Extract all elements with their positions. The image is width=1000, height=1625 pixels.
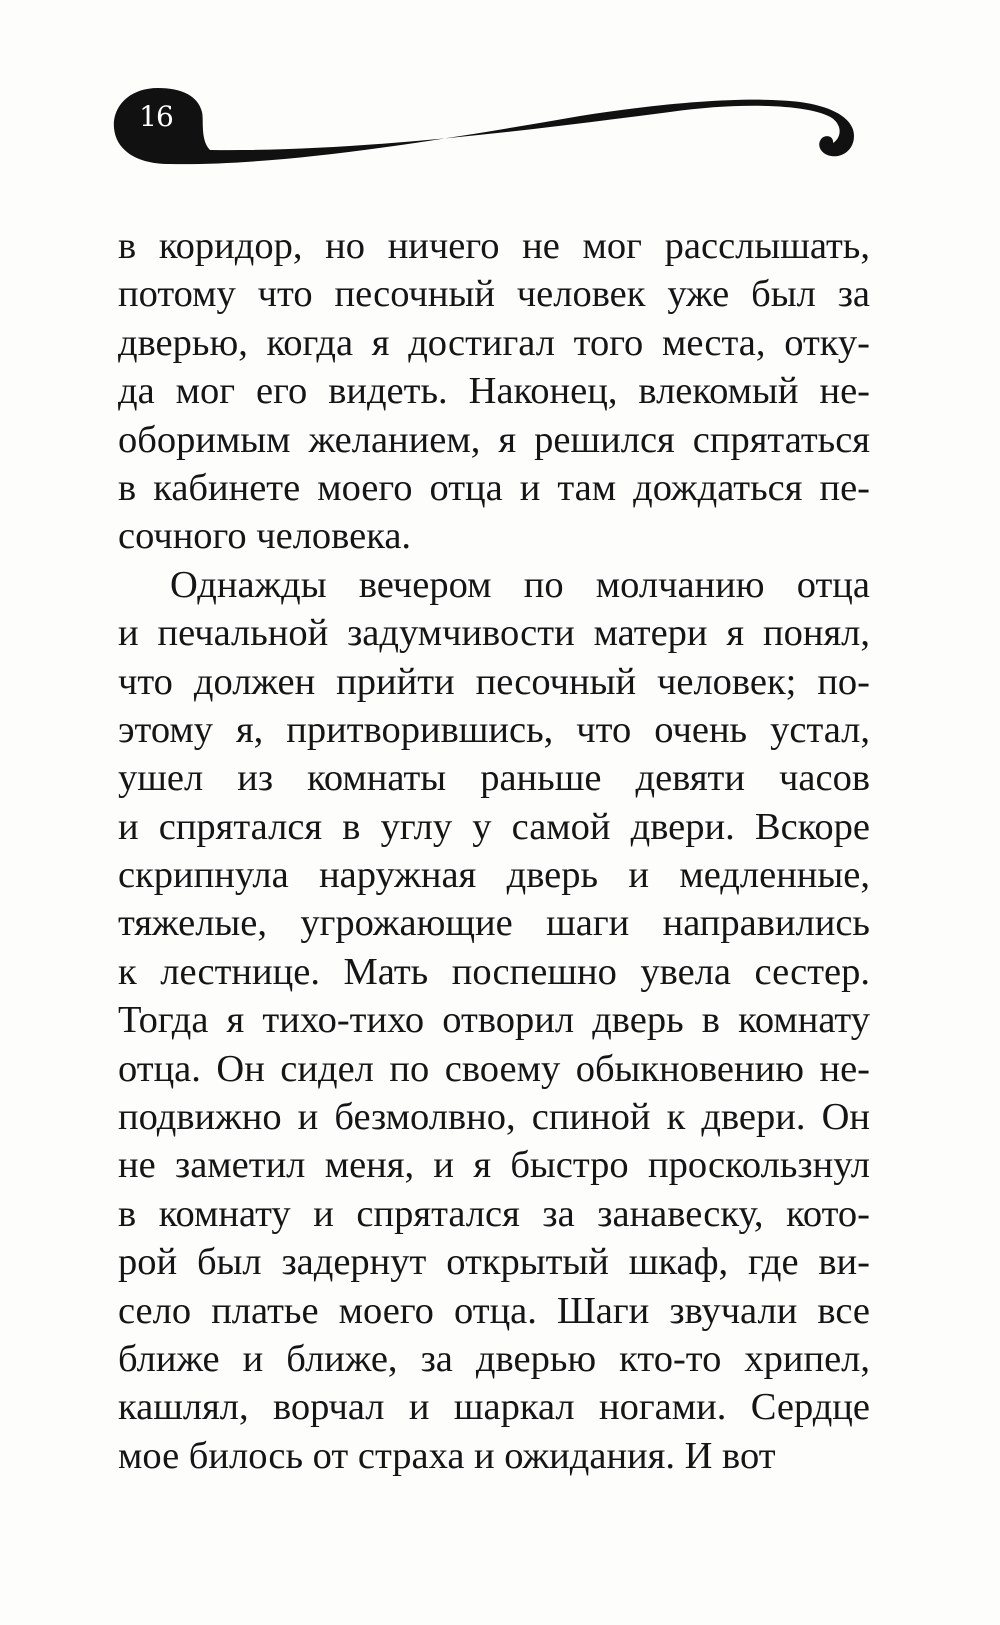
text-line: Однажды вечером по молчанию отца: [170, 563, 870, 606]
paragraph: [118, 222, 870, 561]
text-line: этому я, притворившись, что очень устал,: [118, 708, 870, 751]
text-line: в коридор, но ничего не мог расслышать,: [118, 225, 870, 267]
text-line: мое билось от страха и ожидания. И вот: [118, 1434, 776, 1477]
text-line: да мог его видеть. Наконец, влекомый не-: [118, 370, 870, 413]
text-line: и печальной задумчивости матери я понял,: [118, 612, 870, 655]
text-line: подвижно и безмолвно, спиной к двери. Он: [118, 1096, 870, 1139]
text-line: оборимым желанием, я решился спрятаться: [118, 418, 870, 461]
text-line: в кабинете моего отца и там дождаться пе-: [118, 466, 870, 509]
text-line: рой был задернут открытый шкаф, где ви-: [118, 1241, 870, 1284]
text-line: к лестнице. Мать поспешно увела сестер.: [118, 950, 870, 993]
text-line: тяжелые, угрожающие шаги направились: [118, 902, 870, 945]
text-line: отца. Он сидел по своему обыкновению не-: [118, 1047, 870, 1090]
text-line: село платье моего отца. Шаги звучали все: [118, 1289, 870, 1332]
body-text: [118, 222, 870, 1480]
header-swash-ornament: [110, 80, 870, 190]
page-number: 16: [139, 100, 173, 133]
text-line: сочного человека.: [118, 515, 412, 558]
text-line: и спрятался в углу у самой двери. Вскоре: [118, 805, 870, 848]
text-line: Тогда я тихо-тихо отворил дверь в комнату: [118, 999, 870, 1042]
text-line: скрипнула наружная дверь и медленные,: [118, 854, 870, 897]
text-line: ушел из комнаты раньше девяти часов: [118, 757, 870, 800]
text-line: что должен прийти песочный человек; по-: [118, 660, 870, 703]
text-line: не заметил меня, и я быстро проскользнул: [118, 1144, 870, 1187]
text-line: потому что песочный человек уже был за: [118, 273, 870, 316]
text-line: дверью, когда я достигал того места, отку-: [118, 321, 870, 364]
text-line: ближе и ближе, за дверью кто-то хрипел,: [118, 1337, 870, 1380]
text-line: кашлял, ворчал и шаркал ногами. Сердце: [118, 1386, 870, 1429]
text-line: в комнату и спрятался за занавеску, кото-: [118, 1192, 870, 1235]
paragraph: [118, 561, 870, 1480]
